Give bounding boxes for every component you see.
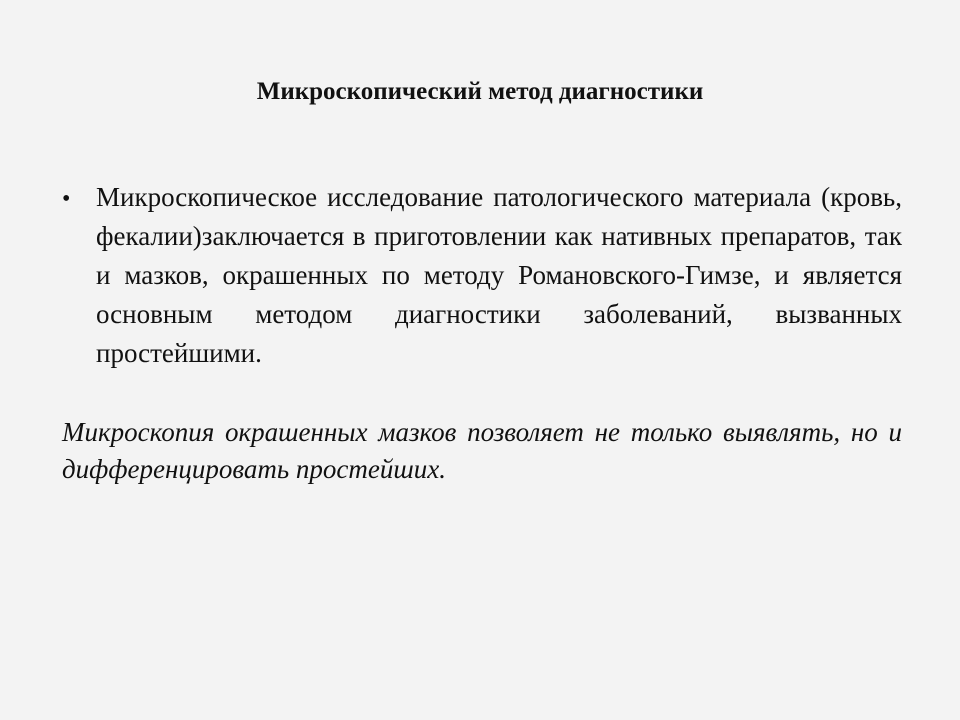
bullet-text: Микроскопическое исследование патологического материала (кровь, фекалии)заключается в приготовлении как нативных препаратов, так и мазков, окрашенных по методу Романовского-Гимзе, и является основным методом диагностики заболеваний, вызванных простейшими. xyxy=(96,182,902,368)
italic-paragraph: Микроскопия окрашенных мазков позволяет не только выявлять, но и дифференцировать простейших. xyxy=(62,417,902,484)
bullet-marker: • xyxy=(62,186,71,212)
bullet-item xyxy=(62,178,902,373)
slide-title: Микроскопический метод диагностики xyxy=(256,78,704,105)
